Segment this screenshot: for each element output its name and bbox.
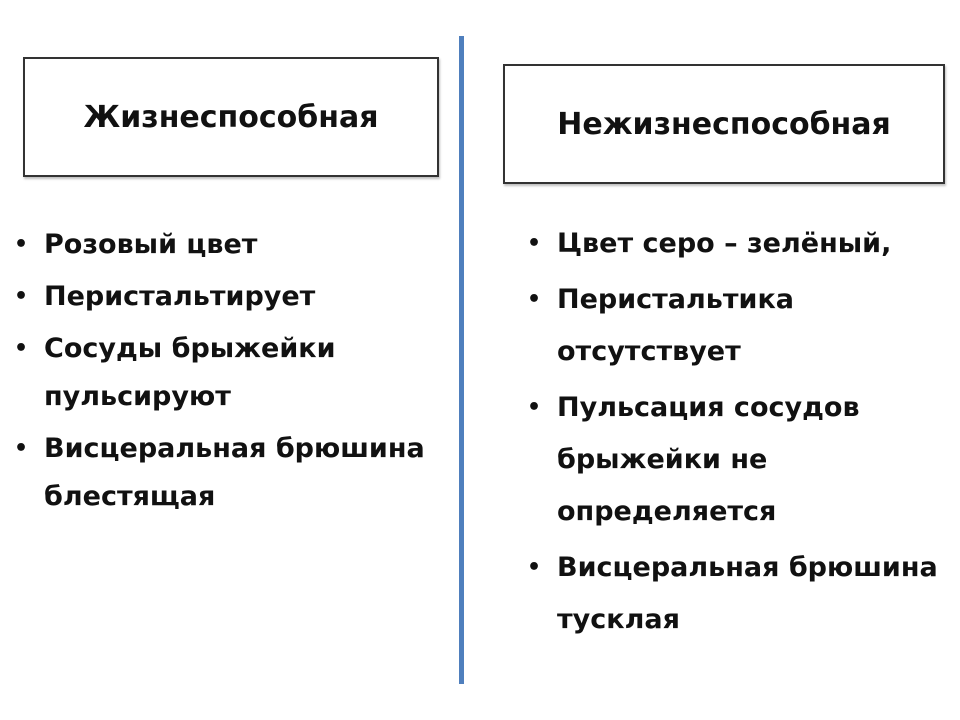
list-item xyxy=(527,218,947,270)
list-item-text: Розовый цвет xyxy=(44,229,258,260)
nonviable-header-box xyxy=(503,64,945,184)
list-item xyxy=(14,425,444,521)
list-item-text: Перистальтирует xyxy=(44,281,316,312)
list-item xyxy=(527,382,947,538)
list-item xyxy=(14,325,444,421)
list-item xyxy=(14,273,444,321)
bullet-icon: • xyxy=(527,555,542,580)
list-item xyxy=(527,274,947,378)
list-item-text: Цвет серо – зелёный, xyxy=(557,228,892,259)
bullet-icon: • xyxy=(527,287,542,312)
viable-header-box xyxy=(23,57,439,177)
bullet-icon: • xyxy=(14,436,29,461)
nonviable-title: Нежизнеспособная xyxy=(557,106,891,142)
viable-title: Жизнеспособная xyxy=(83,99,379,135)
list-item xyxy=(14,221,444,269)
bullet-icon: • xyxy=(14,284,29,309)
list-item-text: Перистальтика отсутствует xyxy=(557,284,794,367)
viable-criteria-list xyxy=(14,221,444,525)
list-item xyxy=(527,542,947,646)
list-item-text: Пульсация сосудов брыжейки не определяется xyxy=(557,392,860,527)
list-item-text: Висцеральная брюшина блестящая xyxy=(44,433,425,512)
list-item-text: Сосуды брыжейки пульсируют xyxy=(44,333,336,412)
bullet-icon: • xyxy=(527,395,542,420)
nonviable-criteria-list xyxy=(527,218,947,650)
bullet-icon: • xyxy=(14,232,29,257)
bullet-icon: • xyxy=(14,336,29,361)
bullet-icon: • xyxy=(527,231,542,256)
vertical-divider xyxy=(459,36,464,684)
list-item-text: Висцеральная брюшина тусклая xyxy=(557,552,938,635)
